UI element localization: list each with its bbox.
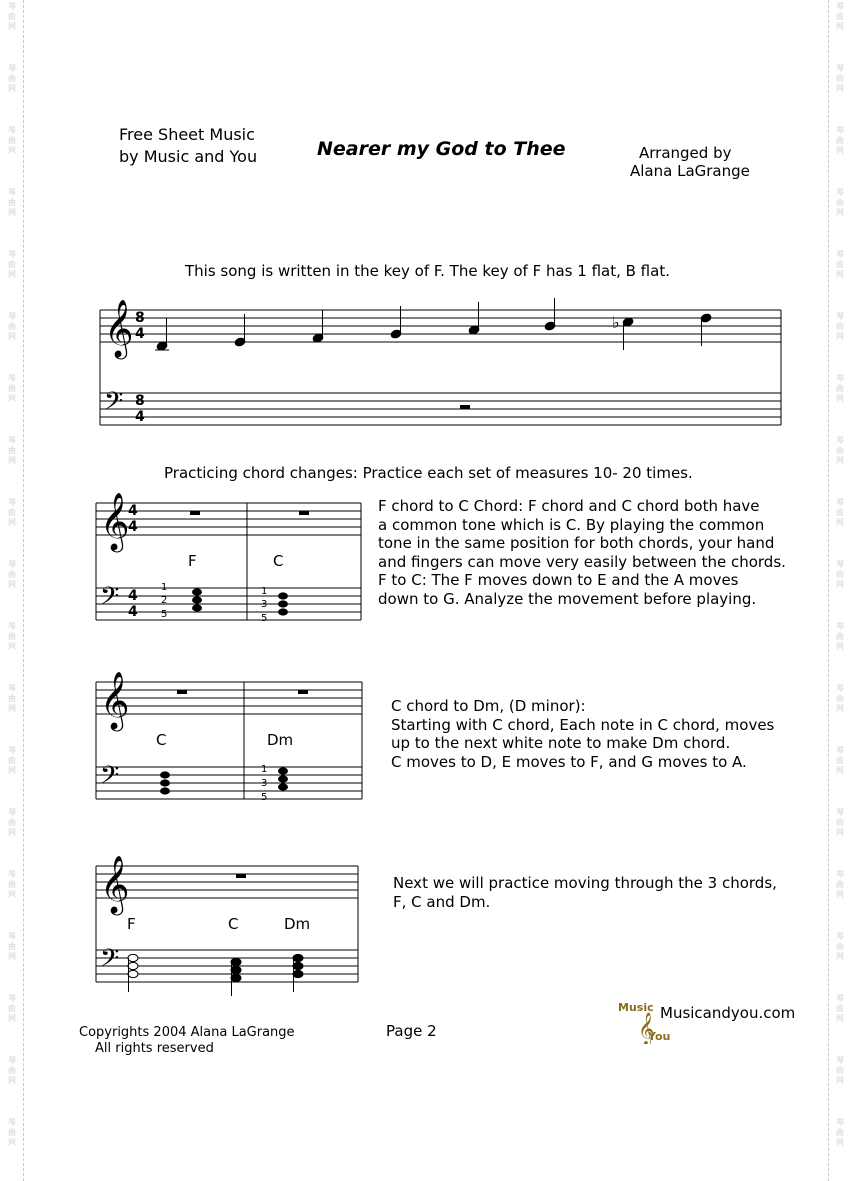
fingering: 1 xyxy=(261,586,268,597)
time-signature-bottom: 4 xyxy=(128,519,138,535)
watermark-glyphs: 琴 曲 网 xyxy=(836,64,844,93)
watermark-glyphs: 琴 曲 网 xyxy=(8,746,16,775)
watermark-glyphs: 琴 曲 网 xyxy=(8,1056,16,1085)
watermark-glyphs: 琴 曲 网 xyxy=(836,126,844,155)
watermark-glyphs: 琴 曲 网 xyxy=(8,560,16,589)
arranger-line-2: Alana LaGrange xyxy=(630,162,750,180)
watermark-glyphs: 琴 曲 网 xyxy=(836,808,844,837)
watermark-glyphs: 琴 曲 网 xyxy=(8,374,16,403)
fingering: 5 xyxy=(261,792,268,803)
bass-clef-icon: 𝄢 xyxy=(100,944,120,979)
page-number: Page 2 xyxy=(386,1022,437,1040)
chord-label: C xyxy=(156,731,167,749)
bass-time-signature-top: 8 xyxy=(135,393,145,409)
watermark-glyphs: 琴 曲 网 xyxy=(8,994,16,1023)
flat-sign-icon: ♭ xyxy=(612,313,620,332)
treble-clef-icon: 𝄞 xyxy=(100,492,130,550)
site-url[interactable]: Musicandyou.com xyxy=(660,1004,796,1022)
treble-clef-icon: 𝄞 xyxy=(104,299,134,357)
watermark-glyphs: 琴 曲 网 xyxy=(836,994,844,1023)
chord-label: C xyxy=(228,915,239,933)
watermark-glyphs: 琴 曲 网 xyxy=(836,684,844,713)
logo-clef-icon: 𝄞 xyxy=(638,1012,655,1044)
watermark-glyphs: 琴 曲 网 xyxy=(8,622,16,651)
watermark-glyphs: 琴 曲 网 xyxy=(8,188,16,217)
chord-label: F xyxy=(127,915,136,933)
bass-clef-icon: 𝄢 xyxy=(100,582,120,617)
watermark-glyphs: 琴 曲 网 xyxy=(836,622,844,651)
watermark-glyphs: 琴 曲 网 xyxy=(836,870,844,899)
fingering: 3 xyxy=(261,599,268,610)
fingering: 1 xyxy=(261,764,268,775)
time-signature-top: 8 xyxy=(135,310,145,326)
fingering: 5 xyxy=(261,613,268,624)
watermark-glyphs: 琴 曲 网 xyxy=(8,2,16,31)
fingering: 1 xyxy=(161,582,168,593)
chord-label: F xyxy=(188,552,197,570)
bass-clef-icon: 𝄢 xyxy=(100,761,120,796)
watermark-glyphs: 琴 曲 网 xyxy=(836,498,844,527)
exercise-1-explanation: F chord to C Chord: F chord and C chord both have a common tone which is C. By playing the common tone in the same position for both chords, your hand and fingers can move very easily between the chords. F to C: The F moves down to E and the A moves down to G. Analyze the movement before playing. xyxy=(378,497,786,608)
watermark-glyphs: 琴 曲 网 xyxy=(836,932,844,961)
watermark-glyphs: 琴 曲 网 xyxy=(836,1118,844,1147)
watermark-glyphs: 琴 曲 网 xyxy=(8,250,16,279)
bass-time-signature-bottom: 4 xyxy=(128,604,138,620)
watermark-glyphs: 琴 曲 网 xyxy=(8,312,16,341)
watermark-glyphs: 琴 曲 网 xyxy=(836,2,844,31)
arranger-line-1: Arranged by xyxy=(639,144,732,162)
exercise-2-explanation: C chord to Dm, (D minor): Starting with C chord, Each note in C chord, moves up to the next white note to make Dm chord. C moves to D, E moves to F, and G moves to A. xyxy=(391,697,775,771)
watermark-glyphs: 琴 曲 网 xyxy=(8,64,16,93)
watermark-glyphs: 琴 曲 网 xyxy=(8,932,16,961)
treble-clef-icon: 𝄞 xyxy=(100,855,130,913)
song-title: Nearer my God to Thee xyxy=(317,138,566,160)
time-signature-top: 4 xyxy=(128,503,138,519)
logo-mark-top: Music xyxy=(618,1001,654,1014)
practice-heading: Practicing chord changes: Practice each set of measures 10- 20 times. xyxy=(164,464,693,482)
watermark-glyphs: 琴 曲 网 xyxy=(8,808,16,837)
logo-mark-bottom: You xyxy=(648,1030,671,1043)
watermark-glyphs: 琴 曲 网 xyxy=(836,746,844,775)
watermark-glyphs: 琴 曲 网 xyxy=(836,436,844,465)
whole-rest xyxy=(236,874,246,878)
fingering: 3 xyxy=(261,778,268,789)
chord-label: Dm xyxy=(267,731,294,749)
copyright-line-1: Copyrights 2004 Alana LaGrange xyxy=(79,1025,295,1040)
watermark-glyphs: 琴 曲 网 xyxy=(8,126,16,155)
bass-time-signature-bottom: 4 xyxy=(135,409,145,425)
time-signature-bottom: 4 xyxy=(135,326,145,342)
copyright-line-2: All rights reserved xyxy=(95,1041,214,1056)
watermark-glyphs: 琴 曲 网 xyxy=(836,312,844,341)
watermark-glyphs: 琴 曲 网 xyxy=(836,250,844,279)
fingering: 5 xyxy=(161,609,168,620)
watermark-glyphs: 琴 曲 网 xyxy=(8,870,16,899)
fingering: 2 xyxy=(161,595,168,606)
bass-clef-icon: 𝄢 xyxy=(104,387,124,422)
chord-label: C xyxy=(273,552,284,570)
publisher-line-1: Free Sheet Music xyxy=(119,125,255,144)
exercise-3-explanation: Next we will practice moving through the 3 chords, F, C and Dm. xyxy=(393,874,777,911)
publisher-line-2: by Music and You xyxy=(119,147,258,166)
treble-clef-icon: 𝄞 xyxy=(100,671,130,729)
chord-label: Dm xyxy=(284,915,311,933)
watermark-glyphs: 琴 曲 网 xyxy=(836,560,844,589)
key-signature-text: This song is written in the key of F. The key of F has 1 flat, B flat. xyxy=(185,262,670,280)
watermark-glyphs: 琴 曲 网 xyxy=(8,498,16,527)
bass-time-signature-top: 4 xyxy=(128,588,138,604)
watermark-glyphs: 琴 曲 网 xyxy=(836,374,844,403)
watermark-glyphs: 琴 曲 网 xyxy=(836,188,844,217)
watermark-glyphs: 琴 曲 网 xyxy=(8,1118,16,1147)
watermark-glyphs: 琴 曲 网 xyxy=(8,684,16,713)
chord-notes xyxy=(128,954,303,996)
watermark-glyphs: 琴 曲 网 xyxy=(836,1056,844,1085)
watermark-glyphs: 琴 曲 网 xyxy=(8,436,16,465)
